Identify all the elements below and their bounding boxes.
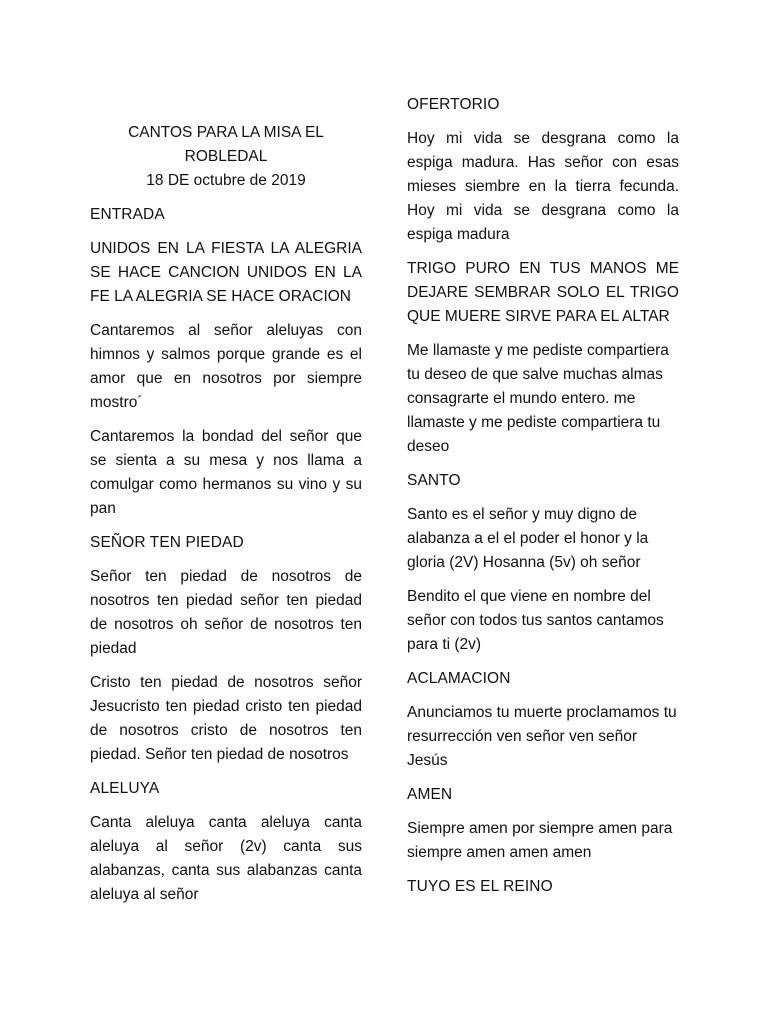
santo-verse-2: Bendito el que viene en nombre del señor con todos tus santos cantamos para ti (2v) xyxy=(407,588,664,653)
section-heading-amen: AMEN xyxy=(407,786,453,803)
piedad-verse-1: Señor ten piedad de nosotros de nosotros ten piedad señor ten piedad de nosotros oh señor de nosotros ten piedad xyxy=(90,568,362,657)
document-title xyxy=(90,121,362,193)
section-heading-piedad: SEÑOR TEN PIEDAD xyxy=(90,534,244,551)
title-line-2: 18 DE octubre de 2019 xyxy=(146,172,306,189)
left-column xyxy=(90,0,362,917)
entrada-verse-1: Cantaremos al señor aleluyas con himnos y salmos porque grande es el amor que en nosotros por siempre mostro´ xyxy=(90,322,362,411)
ofertorio-chorus: TRIGO PURO EN TUS MANOS ME DEJARE SEMBRAR SOLO EL TRIGO QUE MUERE SIRVE PARA EL ALTAR xyxy=(407,260,679,325)
aleluya-verse: Canta aleluya canta aleluya canta aleluya al señor (2v) canta sus alabanzas, canta sus alabanzas canta aleluya al señor xyxy=(90,814,362,903)
section-heading-entrada: ENTRADA xyxy=(90,206,165,223)
section-heading-aleluya: ALELUYA xyxy=(90,780,160,797)
right-column xyxy=(407,0,679,909)
section-heading-reino: TUYO ES EL REINO xyxy=(407,878,553,895)
aclamacion-verse: Anunciamos tu muerte proclamamos tu resurrección ven señor ven señor Jesús xyxy=(407,704,677,769)
santo-verse-1: Santo es el señor y muy digno de alabanza a el el poder el honor y la gloria (2V) Hosanna (5v) oh señor xyxy=(407,506,649,571)
ofertorio-verse-1: Hoy mi vida se desgrana como la espiga madura. Has señor con esas mieses siembre en la tierra fecunda. Hoy mi vida se desgrana como la espiga madura xyxy=(407,130,679,243)
section-heading-aclamacion: ACLAMACION xyxy=(407,670,511,687)
amen-verse: Siempre amen por siempre amen para siempre amen amen amen xyxy=(407,820,673,861)
ofertorio-verse-2: Me llamaste y me pediste compartiera tu deseo de que salve muchas almas consagrarte el mundo entero. me llamaste y me pediste compartiera tu deseo xyxy=(407,342,669,455)
section-heading-ofertorio: OFERTORIO xyxy=(407,96,500,113)
piedad-verse-2: Cristo ten piedad de nosotros señor Jesucristo ten piedad cristo ten piedad de nosotros cristo de nosotros ten piedad. Señor ten piedad de nosotros xyxy=(90,674,362,763)
title-line-1: CANTOS PARA LA MISA EL ROBLEDAL xyxy=(128,124,324,165)
entrada-verse-2: Cantaremos la bondad del señor que se sienta a su mesa y nos llama a comulgar como hermanos su vino y su pan xyxy=(90,428,362,517)
entrada-chorus: UNIDOS EN LA FIESTA LA ALEGRIA SE HACE CANCION UNIDOS EN LA FE LA ALEGRIA SE HACE ORACION xyxy=(90,240,362,305)
section-heading-santo: SANTO xyxy=(407,472,461,489)
